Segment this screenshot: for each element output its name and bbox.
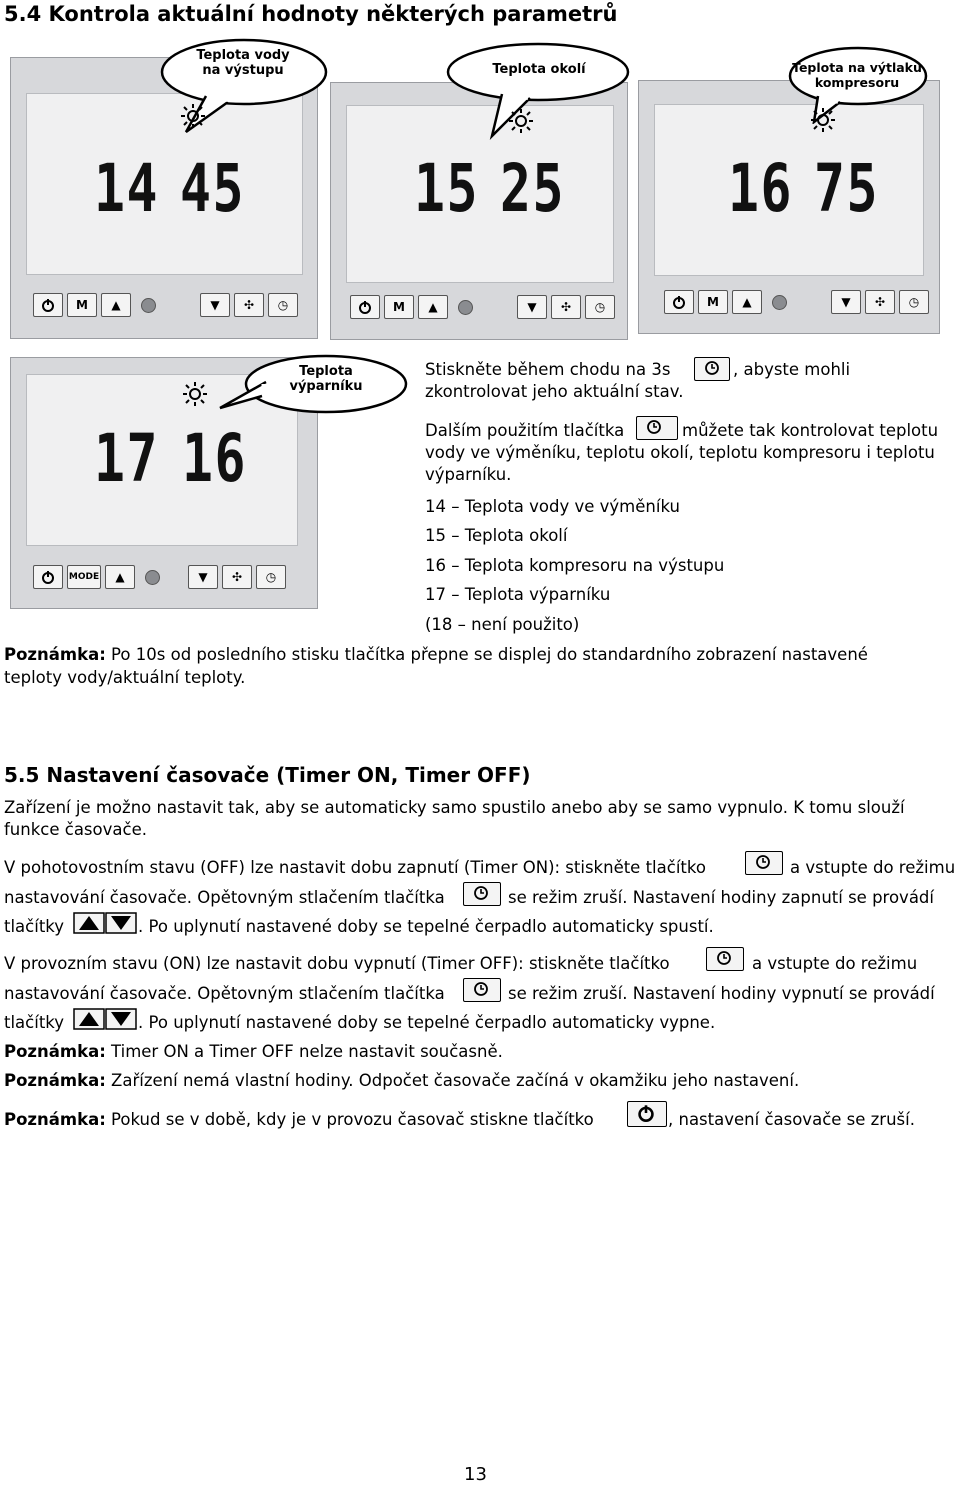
- status-led: [145, 570, 160, 585]
- timer-off-line1b: a vstupte do režimu: [752, 954, 918, 973]
- status-led: [772, 295, 787, 310]
- down-arrow-icon[interactable]: ▼: [831, 290, 861, 314]
- power-icon[interactable]: [350, 295, 380, 319]
- note-5-4-line2: teploty vody/aktuální teploty.: [4, 668, 246, 687]
- panel-3-bubble-line2: kompresoru: [814, 75, 900, 90]
- panel-2-digits-right: 25: [500, 150, 566, 227]
- mode-button[interactable]: MODE: [67, 565, 101, 589]
- panel-4-button-row: [33, 565, 286, 589]
- note-text: Timer ON a Timer OFF nelze nastavit současně.: [105, 1042, 503, 1061]
- up-down-arrows-icon: [73, 1008, 137, 1030]
- section-title-5-4: 5.4 Kontrola aktuální hodnoty některých parametrů: [4, 2, 618, 26]
- status-led: [458, 300, 473, 315]
- fan-icon[interactable]: ✣: [551, 295, 581, 319]
- mode-button[interactable]: M: [698, 290, 728, 314]
- panel-4-digits-left: 17: [94, 420, 160, 497]
- note-2: [4, 1070, 799, 1092]
- power-button-icon: [627, 1101, 667, 1127]
- clock-button-icon: [463, 882, 501, 906]
- timer-on-line1b: a vstupte do režimu: [790, 858, 956, 877]
- timer-on-line3a: tlačítky: [4, 917, 65, 936]
- para2-part-c: vody ve výměníku, teplotu okolí, teplotu kompresoru i teplotu: [425, 443, 935, 462]
- intro-line1: Zařízení je možno nastavit tak, aby se automaticky samo spustilo anebo aby se samo vypnulo. K tomu slouží: [4, 798, 905, 817]
- up-down-arrows-icon: [73, 912, 137, 934]
- mode-button[interactable]: M: [384, 295, 414, 319]
- panel-4-bubble-line2: výparníku: [289, 379, 363, 394]
- up-arrow-icon[interactable]: ▲: [101, 293, 131, 317]
- note-1: [4, 1041, 503, 1063]
- section-title-5-5: 5.5 Nastavení časovače (Timer ON, Timer OFF): [4, 763, 531, 787]
- timer-on-line2a: nastavování časovače. Opětovným stlačením tlačítka: [4, 888, 445, 907]
- note-text: Po 10s od posledního stisku tlačítka přepne se displej do standardního zobrazení nastavené: [105, 645, 868, 664]
- panel-3-button-row: [664, 290, 929, 314]
- panel-1-bubble-line1: Teplota vody: [196, 48, 290, 63]
- timer-on-line3b: . Po uplynutí nastavené doby se tepelné čerpadlo automaticky spustí.: [138, 917, 714, 936]
- clock-button-icon: [463, 978, 501, 1002]
- fan-icon[interactable]: ✣: [234, 293, 264, 317]
- clock-icon[interactable]: ◷: [899, 290, 929, 314]
- clock-button-icon: [694, 357, 730, 381]
- down-arrow-icon[interactable]: ▼: [188, 565, 218, 589]
- timer-off-line3b: . Po uplynutí nastavené doby se tepelné čerpadlo automaticky vypne.: [138, 1013, 716, 1032]
- timer-on-line2b: se režim zruší. Nastavení hodiny zapnutí se provádí: [508, 888, 934, 907]
- note-text: Pokud se v době, kdy je v provozu časovač stiskne tlačítko: [105, 1110, 594, 1129]
- power-icon[interactable]: [33, 565, 63, 589]
- clock-icon[interactable]: ◷: [268, 293, 298, 317]
- timer-off-line1a: V provozním stavu (ON) lze nastavit dobu vypnutí (Timer OFF): stiskněte tlačítko: [4, 954, 670, 973]
- sun-icon: [180, 103, 206, 129]
- list-item: 15 – Teplota okolí: [425, 526, 568, 545]
- panel-1-digits-right: 45: [180, 150, 246, 227]
- list-item: 16 – Teplota kompresoru na výstupu: [425, 556, 725, 575]
- note-5-4: [4, 644, 868, 666]
- fan-icon[interactable]: ✣: [865, 290, 895, 314]
- para1-part-c: zkontrolovat jeho aktuální stav.: [425, 382, 684, 401]
- timer-off-line2b: se režim zruší. Nastavení hodiny vypnutí se provádí: [508, 984, 935, 1003]
- status-led: [141, 298, 156, 313]
- para1-part-b: , abyste mohli: [733, 360, 851, 379]
- panel-1-digits-left: 14: [94, 150, 160, 227]
- panel-2-bubble-line1: Teplota okolí: [492, 62, 586, 77]
- para1-part-a: Stiskněte během chodu na 3s: [425, 360, 671, 379]
- note-label: Poznámka:: [4, 1110, 106, 1129]
- sun-icon: [508, 108, 534, 134]
- timer-off-line3a: tlačítky: [4, 1013, 65, 1032]
- panel-2-digits-left: 15: [414, 150, 480, 227]
- power-icon[interactable]: [33, 293, 63, 317]
- panel-3-bubble-line1: Teplota na výtlaku: [792, 60, 922, 75]
- note-label: Poznámka:: [4, 645, 106, 664]
- note-label: Poznámka:: [4, 1071, 106, 1090]
- timer-on-line1a: V pohotovostním stavu (OFF) lze nastavit dobu zapnutí (Timer ON): stiskněte tlačítko: [4, 858, 706, 877]
- clock-button-icon: [636, 416, 678, 440]
- list-item: 17 – Teplota výparníku: [425, 585, 611, 604]
- panel-4-bubble-line1: Teplota: [299, 364, 353, 379]
- panel-3-digits-right: 75: [814, 150, 880, 227]
- mode-button[interactable]: M: [67, 293, 97, 317]
- intro-line2: funkce časovače.: [4, 820, 147, 839]
- clock-button-icon: [706, 947, 744, 971]
- clock-icon[interactable]: ◷: [256, 565, 286, 589]
- list-item: 14 – Teplota vody ve výměníku: [425, 497, 680, 516]
- up-arrow-icon[interactable]: ▲: [732, 290, 762, 314]
- sun-icon: [182, 381, 208, 407]
- note-3: [4, 1109, 594, 1131]
- down-arrow-icon[interactable]: ▼: [200, 293, 230, 317]
- para2-part-d: výparníku.: [425, 465, 512, 484]
- list-item: (18 – není použito): [425, 615, 580, 634]
- clock-button-icon: [745, 851, 783, 875]
- panel-2-button-row: [350, 295, 615, 319]
- para2-part-b: můžete tak kontrolovat teplotu: [682, 421, 939, 440]
- timer-off-line2a: nastavování časovače. Opětovným stlačením tlačítka: [4, 984, 445, 1003]
- note-3-end: , nastavení časovače se zruší.: [668, 1110, 915, 1129]
- panel-4-digits-right: 16: [182, 420, 248, 497]
- panel-2-bubble: [442, 40, 632, 140]
- fan-icon[interactable]: ✣: [222, 565, 252, 589]
- note-label: Poznámka:: [4, 1042, 106, 1061]
- down-arrow-icon[interactable]: ▼: [517, 295, 547, 319]
- para2-part-a: Dalším použitím tlačítka: [425, 421, 625, 440]
- panel-1-bubble-line2: na výstupu: [202, 63, 284, 78]
- clock-icon[interactable]: ◷: [585, 295, 615, 319]
- sun-icon: [810, 107, 836, 133]
- up-arrow-icon[interactable]: ▲: [105, 565, 135, 589]
- power-icon[interactable]: [664, 290, 694, 314]
- panel-3-digits-left: 16: [728, 150, 794, 227]
- page-number: 13: [464, 1464, 487, 1485]
- panel-1-button-row: [33, 293, 298, 317]
- note-text: Zařízení nemá vlastní hodiny. Odpočet časovače začíná v okamžiku jeho nastavení.: [105, 1071, 800, 1090]
- up-arrow-icon[interactable]: ▲: [418, 295, 448, 319]
